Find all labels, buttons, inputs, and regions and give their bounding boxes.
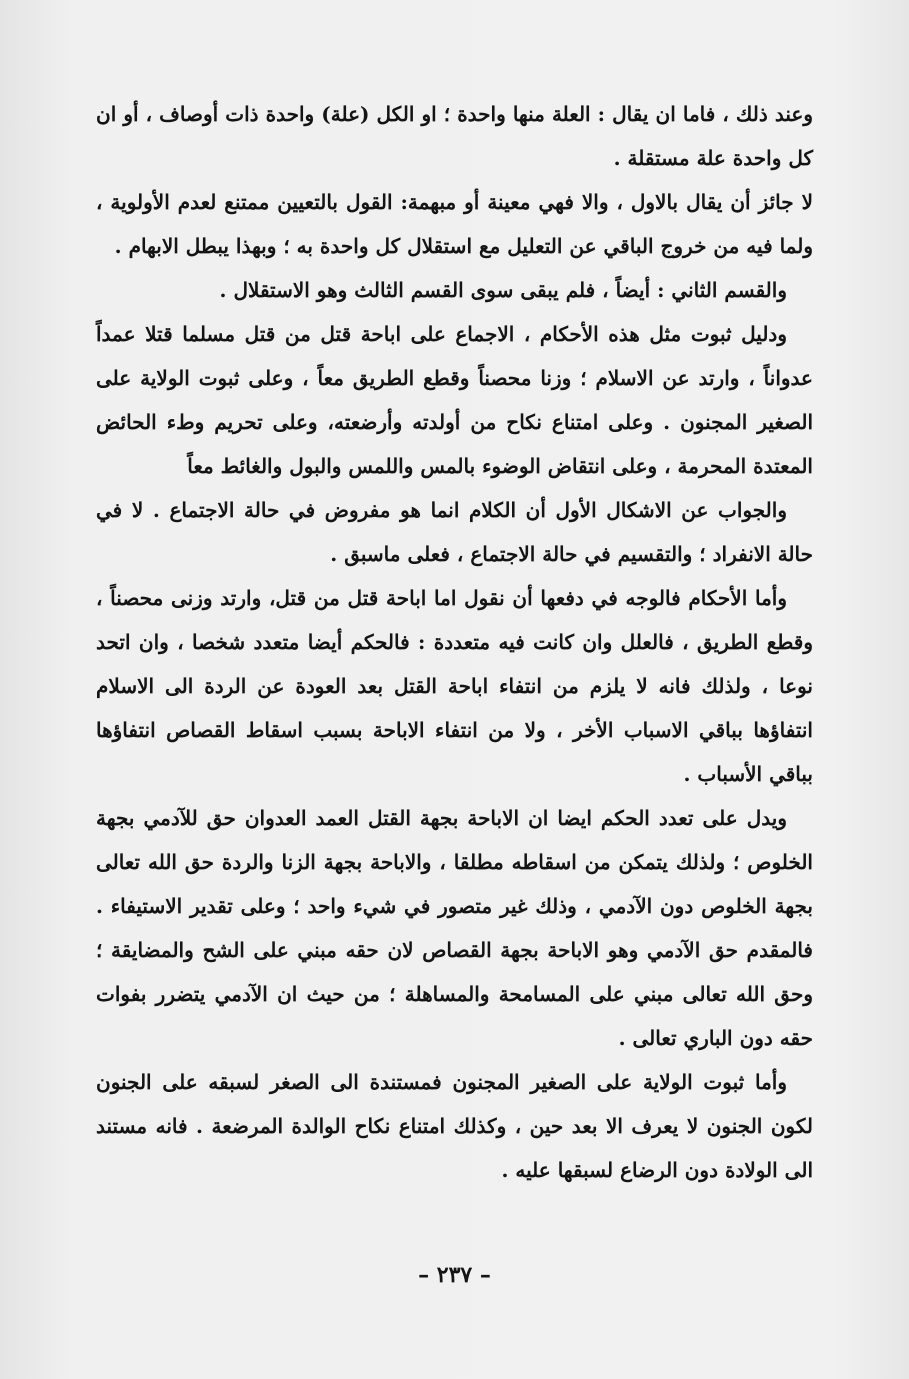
page-number: – ٢٣٧ – (418, 1262, 491, 1288)
paragraph: لا جائز أن يقال بالاول ، والا فهي معينة أو مبهمة: القول بالتعيين ممتنع لعدم الأولوية ، ولما فيه من خروج الباقي عن التعليل مع استقلال كل واحدة به ؛ وبهذا يبطل الابهام . (96, 190, 813, 258)
paragraph: والقسم الثاني : أيضاً ، فلم يبقى سوى القسم الثالث وهو الاستقلال . (219, 278, 787, 302)
paragraph: ويدل على تعدد الحكم ايضا ان الاباحة بجهة القتل العمد العدوان حق للآدمي بجهة الخلوص ؛ ولذلك يتمكن من اسقاطه مطلقا ، والاباحة بجهة الزنا والردة حق الله تعالى بجهة الخلوص دون الآدمي ، وذلك غير متصور في شيء واحد ؛ وعلى تقدير الاستيفاء . فالمقدم حق الآدمي وهو الاباحة بجهة القصاص لان حقه مبني على الشح والمضايقة ؛ وحق الله تعالى مبني على المسامحة والمساهلة ؛ من حيث ان الآدمي يتضرر بفوات حقه دون الباري تعالى . (96, 806, 813, 1050)
paragraph: والجواب عن الاشكال الأول أن الكلام انما هو مفروض في حالة الاجتماع . لا في حالة الانفراد ؛ والتقسيم في حالة الاجتماع ، فعلى ماسبق . (96, 498, 813, 566)
paragraph: وعند ذلك ، فاما ان يقال : العلة منها واحدة ؛ او الكل (علة) واحدة ذات أوصاف ، أو ان كل واحدة علة مستقلة . (96, 102, 813, 170)
paragraph: وأما الأحكام فالوجه في دفعها أن نقول اما اباحة قتل من قتل، وارتد وزنى محصناً ، وقطع الطريق ، فالعلل وان كانت فيه متعددة : فالحكم أيضا متعدد شخصا ، وان اتحد نوعا ، ولذلك فانه لا يلزم من انتفاء اباحة القتل بعد العودة عن الردة الى الاسلام انتفاؤها بباقي الاسباب الأخر ، ولا من انتفاء الاباحة بسبب اسقاط القصاص انتفاؤها بباقي الأسباب . (96, 586, 813, 786)
body-text (96, 92, 813, 1192)
paragraph: ودليل ثبوت مثل هذه الأحكام ، الاجماع على اباحة قتل من قتل مسلما قتلا عمداً عدواناً ، وارتد عن الاسلام ؛ وزنا محصناً وقطع الطريق معاً ، وعلى ثبوت الولاية على الصغير المجنون . وعلى امتناع نكاح من أولدته وأرضعته، وعلى تحريم وطء الحائض المعتدة المحرمة ، وعلى انتقاض الوضوء بالمس واللمس والبول والغائط معاً (96, 322, 813, 478)
paragraph: وأما ثبوت الولاية على الصغير المجنون فمستندة الى الصغر لسبقه على الجنون لكون الجنون لا يعرف الا بعد حين ، وكذلك امتناع نكاح الوالدة المرضعة . فانه مستند الى الولادة دون الرضاع لسبقها عليه . (96, 1070, 813, 1182)
